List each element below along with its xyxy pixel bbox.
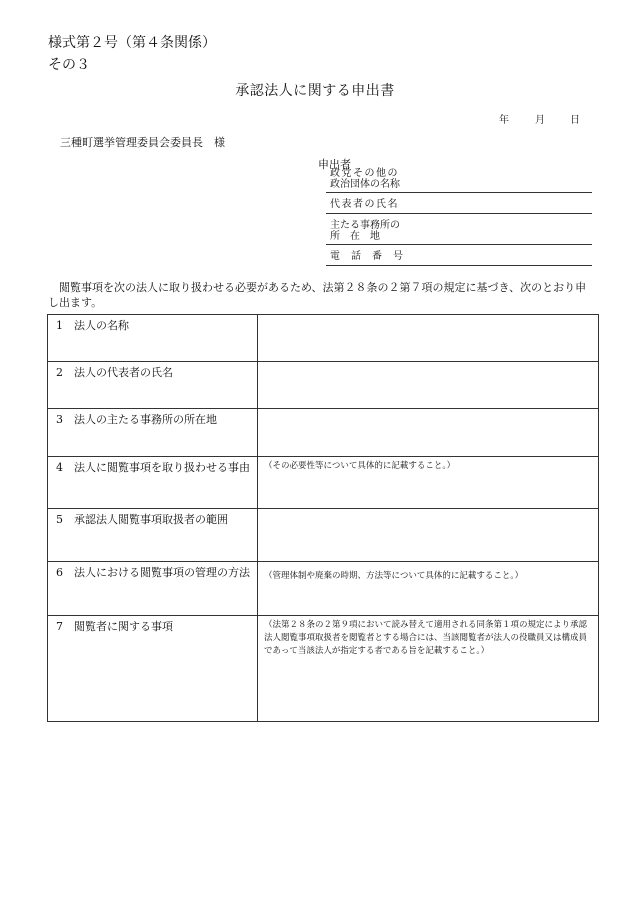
- row-value-corp-address[interactable]: [258, 409, 599, 457]
- table-row: [48, 562, 599, 616]
- form-sub-number: その３: [48, 57, 90, 73]
- table-row: [48, 409, 599, 457]
- row-label-handling-reason: 4 法人に閲覧事項を取り扱わせる事由: [48, 457, 258, 509]
- row-label-management-method: 6 法人における閲覧事項の管理の方法: [48, 562, 258, 616]
- applicant-org-name-field[interactable]: [326, 168, 592, 193]
- table-row: [48, 616, 599, 722]
- applicant-org-name-label: 政党その他の 政治団体の名称: [330, 168, 400, 190]
- table-row: [48, 457, 599, 509]
- table-row: [48, 509, 599, 562]
- row-label-viewer-matters: 7 閲覧者に関する事項: [48, 616, 258, 722]
- row-value-handler-scope[interactable]: [258, 509, 599, 562]
- row-label-handler-scope: 5 承認法人閲覧事項取扱者の範囲: [48, 509, 258, 562]
- row-value-management-method[interactable]: （管理体制や廃棄の時期、方法等について具体的に記載すること。）: [258, 562, 599, 616]
- row-label-corp-representative: 2 法人の代表者の氏名: [48, 362, 258, 409]
- table-row: [48, 362, 599, 409]
- form-number: 様式第２号（第４条関係）: [48, 35, 216, 51]
- date-year-label: 年: [499, 115, 509, 126]
- applicant-phone-label: 電話番号: [330, 251, 414, 262]
- date-day-label: 日: [570, 115, 580, 126]
- row-value-viewer-matters[interactable]: （法第２８条の２第９項において読み替えて適用される同条第１項の規定により承認法人閲覧事項取扱者を閲覧者とする場合には、当該閲覧者が法人の役職員又は構成員であって当該法人が指定する者である旨を記載すること。）: [258, 616, 599, 722]
- applicant-representative-label: 代表者の氏名: [330, 199, 399, 210]
- applicant-address-label: 主たる事務所の 所 在 地: [330, 220, 400, 242]
- applicant-address-field[interactable]: [326, 220, 592, 245]
- request-details-table: [47, 314, 599, 722]
- document-title: 承認法人に関する申出書: [235, 83, 395, 99]
- date-month-label: 月: [535, 115, 545, 126]
- applicant-representative-field[interactable]: [326, 199, 592, 214]
- row-value-handling-reason[interactable]: （その必要性等について具体的に記載すること。）: [258, 457, 599, 509]
- row-value-corp-representative[interactable]: [258, 362, 599, 409]
- request-statement: 閲覧事項を次の法人に取り扱わせる必要があるため、法第２８条の２第７項の規定に基づき、次のとおり申し出ます。: [48, 281, 587, 309]
- row-label-corp-address: 3 法人の主たる事務所の所在地: [48, 409, 258, 457]
- addressee: 三種町選挙管理委員会委員長 様: [60, 136, 225, 149]
- row-value-corp-name[interactable]: [258, 315, 599, 362]
- row-label-corp-name: 1 法人の名称: [48, 315, 258, 362]
- applicant-label: 申出者: [318, 158, 351, 171]
- applicant-phone-field[interactable]: [326, 251, 592, 266]
- table-row: [48, 315, 599, 362]
